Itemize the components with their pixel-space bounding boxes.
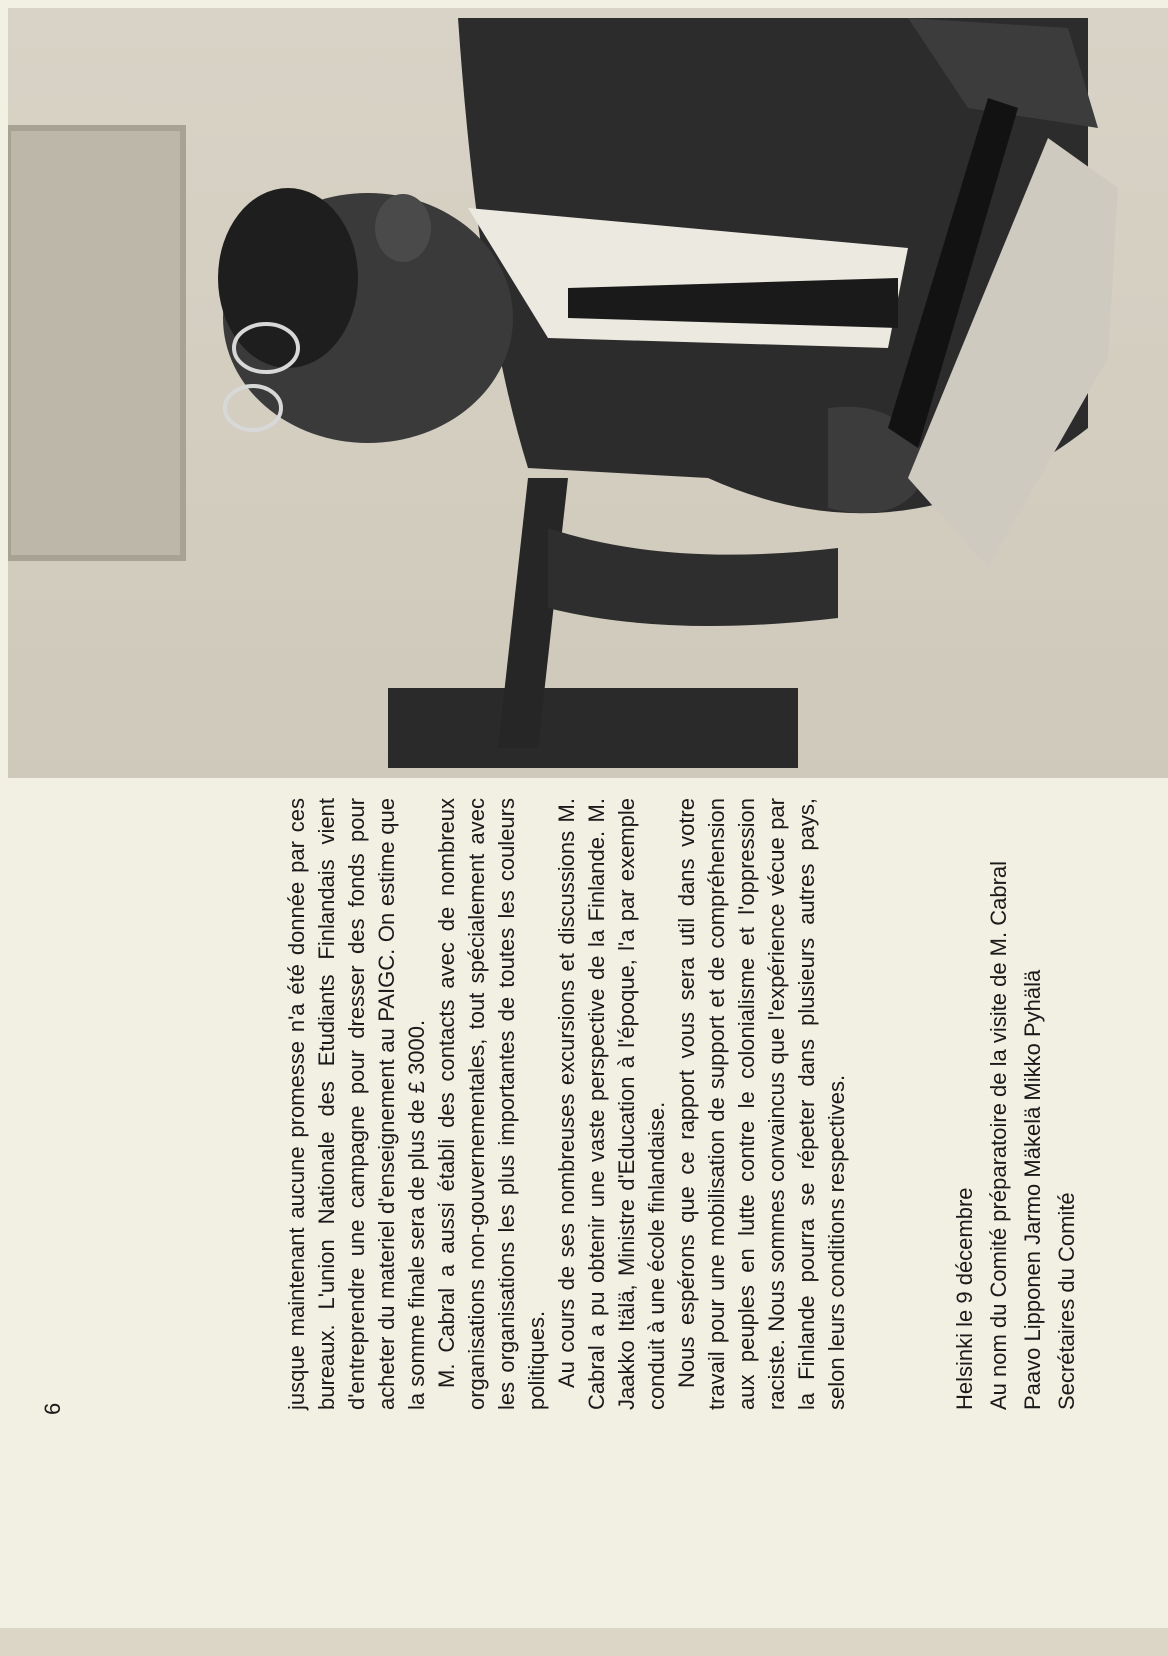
paragraph: jusque maintenant aucune promesse n'a été donnée par ces bureaux. L'union Nationale des Etudiants Finlandais vient d'entreprendre une campagne pour dresser des fonds pour acheter du materiel d'enseignement au PAIGC. On estime que la somme finale sera de plus de £ 3000. [284, 798, 429, 1410]
signatories [1016, 798, 1050, 1410]
wall-frame [8, 128, 183, 558]
ear [375, 194, 431, 262]
page-edge [0, 1628, 1168, 1656]
photograph [8, 8, 1168, 778]
signatory-role: Secrétaires du Comité [1054, 1192, 1079, 1410]
signatory-name: Mikko Pyhälä [1020, 969, 1045, 1101]
paragraph: Nous espérons que ce rapport vous sera util dans votre travail pour une mobilisation de support et de compréhension aux peuples en lutte contre le colonialisme et l'oppression raciste. Nous sommes convaincus que l'expérience vécue par la Finlande pourra se répeter dans plusieurs autres pays, selon leurs conditions respectives. [674, 798, 849, 1410]
text-column [0, 798, 1100, 1640]
on-behalf-line: Au nom du Comité préparatoire de la visite de M. Cabral [986, 860, 1011, 1410]
paragraph: M. Cabral a aussi établi des contacts avec de nombreux organisations non-gouvernementales, tout spécialement avec les organisations les plus importantes de toutes les couleurs politiques. [434, 798, 549, 1410]
chair-seat [388, 688, 798, 768]
place-date: Helsinki le 9 décembre [952, 1187, 977, 1410]
photo-illustration [8, 8, 1168, 778]
signatory-name: Jarmo Mäkelä [1020, 1106, 1045, 1245]
chair-rail [548, 528, 838, 626]
page-number: 6 [40, 1402, 65, 1415]
signoff [948, 798, 1084, 1410]
paragraph: Au cours de ses nombreuses excursions et discussions M. Cabral a pu obtenir une vaste perspective de la Finlande. M. Jaakko Itälä, Ministre d'Education à l'époque, l'a par exemple conduit à une école finlandaise. [554, 798, 669, 1410]
signatory-name: Paavo Lipponen [1020, 1250, 1045, 1410]
body-text [282, 798, 852, 1410]
hair [218, 188, 358, 368]
